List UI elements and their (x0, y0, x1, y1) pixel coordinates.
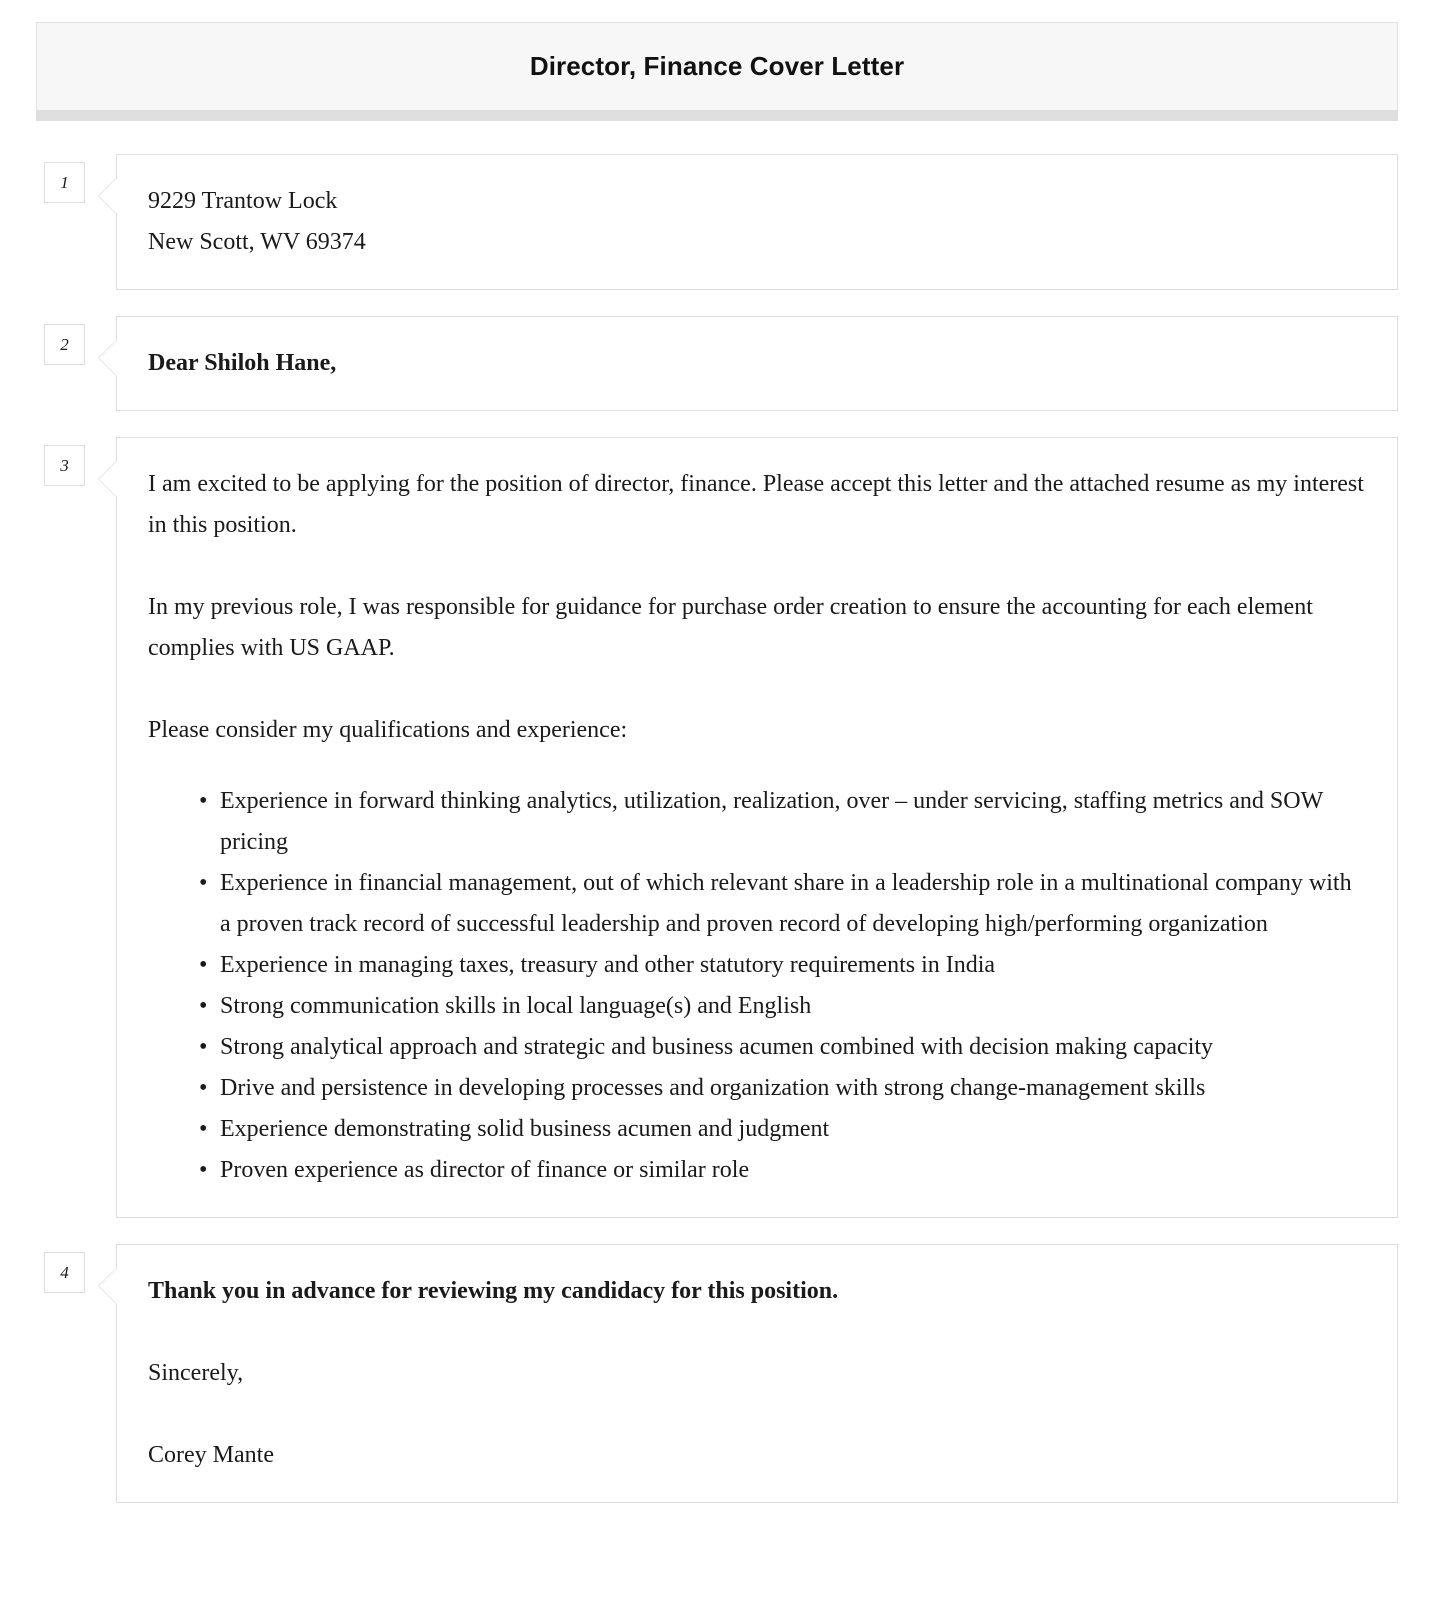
sender-address-callout[interactable] (116, 154, 1398, 290)
letter-sections (0, 154, 1440, 1503)
body-paragraph-2: In my previous role, I was responsible for guidance for purchase order creation to ensure the accounting for each element complies with US GAAP. (148, 594, 1313, 661)
list-item: • Experience demonstrating solid business acumen and judgment (199, 1109, 1367, 1150)
section-letter-body (0, 437, 1440, 1218)
header-shadow-strip (36, 110, 1398, 121)
list-item: • Experience in forward thinking analytics, utilization, realization, over – under servicing, staffing metrics and SOW pricing (199, 781, 1367, 863)
page-title: Director, Finance Cover Letter (529, 51, 905, 81)
letter-body-callout[interactable] (116, 437, 1398, 1218)
section-number-badge[interactable]: 3 (44, 445, 85, 486)
list-item: • Drive and persistence in developing processes and organization with strong change-management skills (199, 1068, 1367, 1109)
closing-thankyou-text: Thank you in advance for reviewing my candidacy for this position. (148, 1278, 839, 1304)
callout-pointer-inner-icon (99, 1268, 117, 1304)
section-number-badge[interactable]: 4 (44, 1252, 85, 1293)
address-line-2: New Scott, WV 69374 (148, 229, 366, 255)
section-number-badge[interactable]: 2 (44, 324, 85, 365)
salutation-callout[interactable] (116, 316, 1398, 411)
callout-pointer-inner-icon (99, 340, 117, 376)
list-item: • Experience in managing taxes, treasury and other statutory requirements in India (199, 945, 1367, 986)
section-salutation (0, 316, 1440, 411)
section-sender-address (0, 154, 1440, 290)
body-paragraph-3: Please consider my qualifications and experience: (148, 717, 628, 743)
closing-signoff-text: Sincerely, (148, 1360, 244, 1386)
closing-signature-name: Corey Mante (148, 1442, 274, 1468)
address-line-1: 9229 Trantow Lock (148, 188, 338, 214)
section-number-badge[interactable]: 1 (44, 162, 85, 203)
list-item: • Experience in financial management, out of which relevant share in a leadership role in a multinational company with a proven track record of successful leadership and proven record of developing high/performing organization (199, 863, 1367, 945)
salutation-text: Dear Shiloh Hane, (148, 350, 337, 376)
qualifications-list (148, 781, 1367, 1191)
list-item: • Strong analytical approach and strategic and business acumen combined with decision making capacity (199, 1027, 1367, 1068)
section-closing (0, 1244, 1440, 1503)
closing-callout[interactable] (116, 1244, 1398, 1503)
cover-letter-page (0, 22, 1440, 1503)
callout-pointer-inner-icon (99, 461, 117, 497)
callout-pointer-inner-icon (99, 178, 117, 214)
document-header (36, 22, 1398, 110)
list-item: • Strong communication skills in local language(s) and English (199, 986, 1367, 1027)
list-item: • Proven experience as director of finance or similar role (199, 1150, 1367, 1191)
body-paragraph-1: I am excited to be applying for the position of director, finance. Please accept this letter and the attached resume as my interest in this position. (148, 471, 1364, 538)
